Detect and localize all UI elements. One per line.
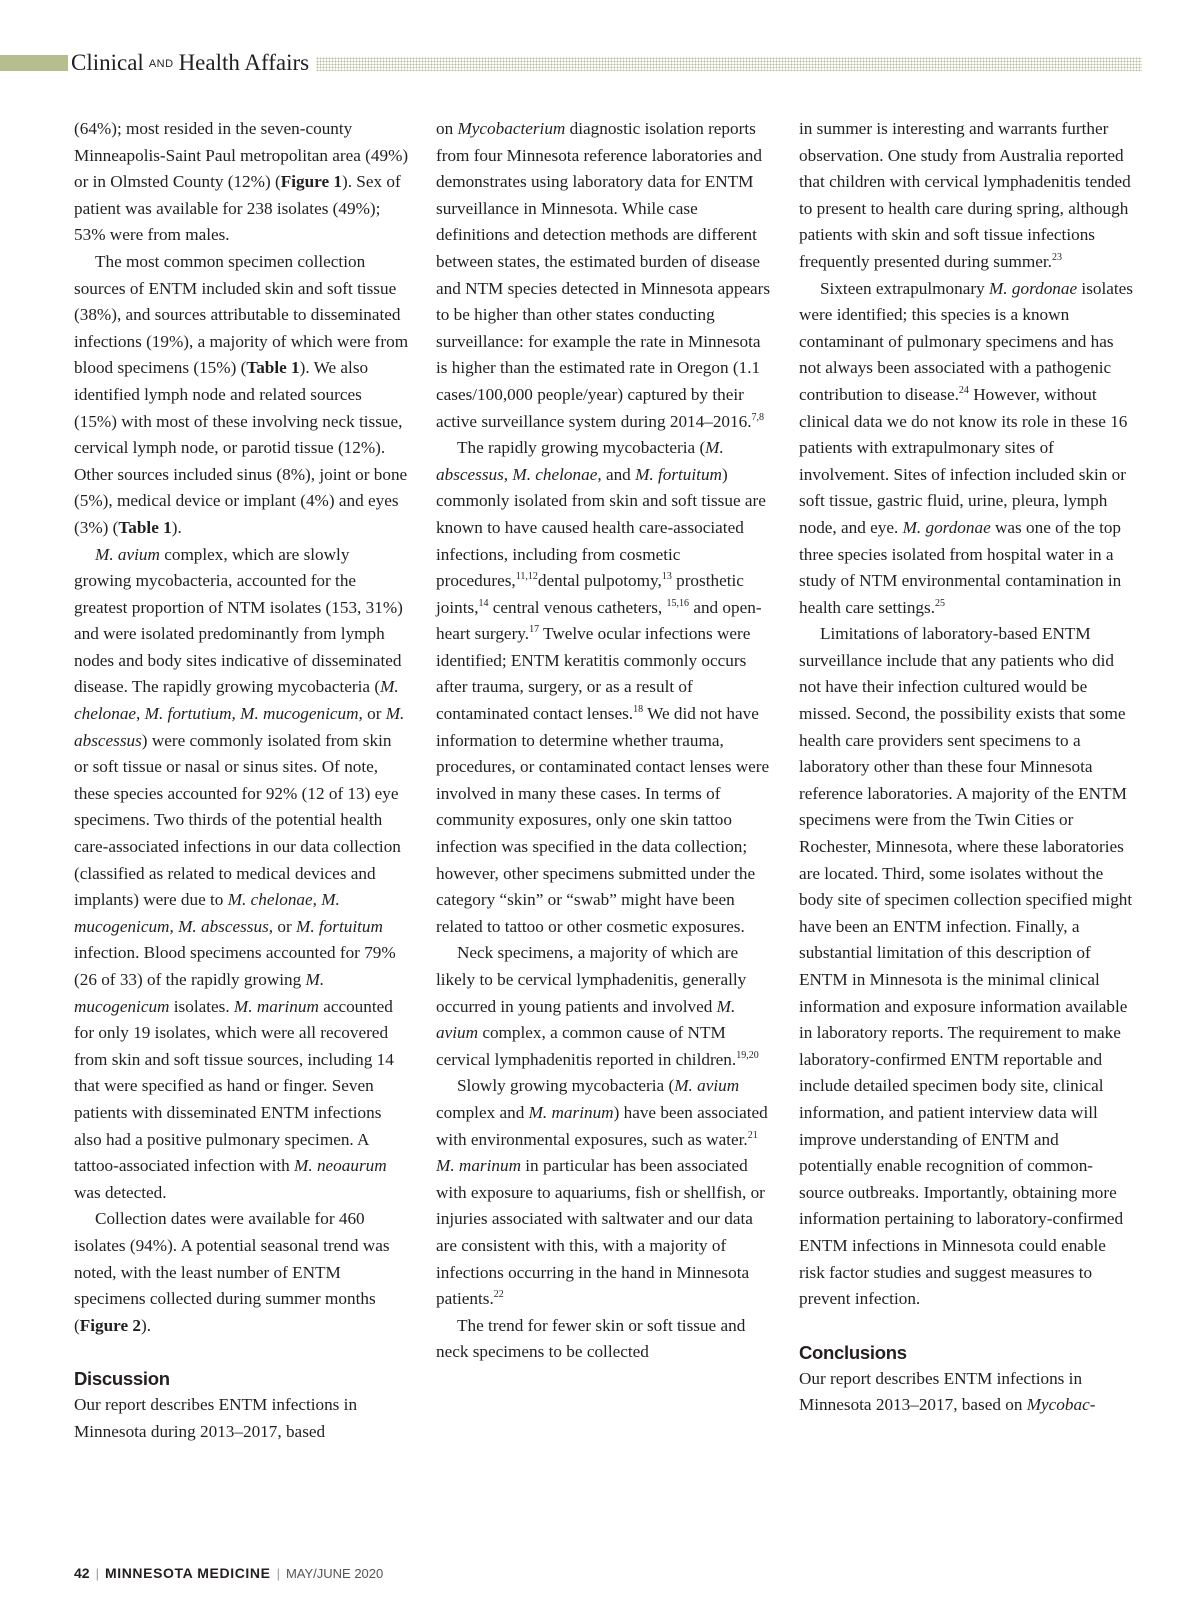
paragraph: Our report describes ENTM infections in Minnesota during 2013–2017, based [74,1395,358,1441]
text-column-2 [436,116,771,1366]
page-number: 42 [74,1565,90,1581]
footer-divider: | [95,1566,99,1581]
running-header [0,47,1200,81]
section-heading-discussion: Discussion [74,1368,170,1390]
paragraph: in summer is interesting and warrants further observation. One study from Australia reported that children with cervical lymphadenitis tended to present to health care during spring, although patients with skin and soft tissue infections frequently presented during summer.$^{23}$ [799,119,1131,271]
page-footer [74,1564,383,1583]
paragraph: The rapidly growing mycobacteria (M. abscessus, M. chelonae, and M. fortuitum) commonly isolated from skin and soft tissue are known to have caused health care-associated infections, including from cosmetic procedures,$^{11,12}$dental pulpotomy,$^{13}$ prosthetic joints,$^{14}$ central venous catheters, $^{15,16}$ and open-heart surgery.$^{17}$ Twelve ocular infections were identified; ENTM keratitis commonly occurs after trauma, surgery, or as a result of contaminated contact lenses.$^{18}$ We did not have information to determine whether trauma, procedures, or contaminated contact lenses were involved in many these cases. In terms of community exposures, only one skin tattoo infection was specified in the data collection; however, other specimens submitted under the category “skin” or “swab” might have been related to tattoo or other cosmetic exposures. [436,438,770,936]
magazine-name: MINNESOTA MEDICINE [104,1565,271,1581]
section-title-a: Clinical [71,50,144,75]
paragraph: on Mycobacterium diagnostic isolation reports from four Minnesota reference laboratories and demonstrates using laboratory data for ENTM surveillance in Minnesota. While case definitions and detection methods are different between states, the estimated burden of disease and NTM species detected in Minnesota appears to be higher than other states conducting surveillance: for example the rate in Minnesota is higher than the estimated rate in Oregon (1.1 cases/100,000 people/year) captured by their active surveillance system during 2014–2016.$^{7,8}$ [436,119,771,431]
section-title [71,47,309,83]
header-dot-rule [316,57,1142,71]
issue-date: MAY/JUNE 2020 [285,1566,384,1581]
paragraph: The most common specimen collection sources of ENTM included skin and soft tissue (38%), and sources attributable to disseminated infections (19%), a majority of which were from blood specimens (15%) (Table 1). We also identified lymph node and related sources (15%) with most of these involving neck tissue, cervical lymph node, or parotid tissue (12%). Other sources included sinus (8%), joint or bone (5%), medical device or implant (4%) and eyes (3%) (Table 1). [74,251,409,537]
paragraph: Collection dates were available for 460 isolates (94%). A potential seasonal trend was noted, with the least number of ENTM specimens collected during summer months (Figure 2). [74,1209,390,1335]
paragraph: Our report describes ENTM infections in Minnesota 2013–2017, based on Mycobac- [799,1368,1096,1415]
text-column-1 [74,116,409,1446]
paragraph: M. avium complex, which are slowly growing mycobacteria, accounted for the greatest proportion of NTM isolates (153, 31%) and were isolated predominantly from lymph nodes and body sites indicative of disseminated disease. The rapidly growing mycobacteria (M. chelonae, M. fortutium, M. mucogenicum, or M. abscessus) were commonly isolated from skin or soft tissue or nasal or sinus sites. Of note, these species accounted for 92% (12 of 13) eye specimens. Two thirds of the potential health care-associated infections in our data collection (classified as related to medical devices and implants) were due to M. chelonae, M. mucogenicum, M. abscessus, or M. fortuitum infection. Blood specimens accounted for 79% (26 of 33) of the rapidly growing M. mucogenicum isolates. M. marinum accounted for only 19 isolates, which were all recovered from skin and soft tissue sources, including 14 that were specified as hand or finger. Seven patients with disseminated ENTM infections also had a positive pulmonary specimen. A tattoo-associated infection with M. neoaurum was detected. [74,544,405,1202]
text-column-3 [799,116,1134,1419]
paragraph: The trend for fewer skin or soft tissue and neck specimens to be collected [436,1315,746,1362]
header-color-block [0,55,68,71]
section-title-b: Health Affairs [178,50,310,75]
paragraph: (64%); most resided in the seven-county Minneapolis-Saint Paul metropolitan area (49%) or in Olmsted County (12%) (Figure 1). Sex of patient was available for 238 isolates (49%); 53% were from males. [74,119,409,245]
section-title-and: AND [148,58,174,70]
paragraph: Sixteen extrapulmonary M. gordonae isolates were identified; this species is a known contaminant of pulmonary specimens and has not always been associated with a pathogenic contribution to disease.$^{24}$ However, without clinical data we do not know its role in these 16 patients with extrapulmonary sites of involvement. Sites of infection included skin or soft tissue, gastric fluid, urine, pleura, lymph node, and eye. M. gordonae was one of the top three species isolated from hospital water in a study of NTM environmental contamination in health care settings.$^{25}$ [799,278,1133,617]
paragraph: Limitations of laboratory-based ENTM surveillance include that any patients who did not have their infection cultured would be missed. Second, the possibility exists that some health care providers sent specimens to a laboratory other than these four Minnesota reference laboratories. A majority of the ENTM specimens were from the Twin Cities or Rochester, Minnesota, where these laboratories are located. Third, some isolates without the body site of specimen collection specified might have been an ENTM infection. Finally, a substantial limitation of this description of ENTM in Minnesota is the minimal clinical information and exposure information available in laboratory reports. The requirement to make laboratory-confirmed ENTM reportable and include detailed specimen body site, clinical information, and patient interview data will improve understanding of ENTM and potentially enable recognition of common-source outbreaks. Importantly, obtaining more information pertaining to laboratory-confirmed ENTM infections in Minnesota could enable risk factor studies and suggest measures to prevent infection. [799,624,1133,1309]
footer-divider: | [276,1566,280,1581]
paragraph: Slowly growing mycobacteria (M. avium complex and M. marinum) have been associated with environmental exposures, such as water.$^{21}$ M. marinum in particular has been associated with exposure to aquariums, fish or shellfish, or injuries associated with saltwater and our data are consistent with this, with a majority of infections occurring in the hand in Minnesota patients.$^{22}$ [436,1076,768,1309]
section-heading-conclusions: Conclusions [799,1341,907,1363]
paragraph: Neck specimens, a majority of which are likely to be cervical lymphadenitis, generally occurred in young patients and involved M. avium complex, a common cause of NTM cervical lymphadenitis reported in children.$^{19,20}$ [436,943,759,1069]
